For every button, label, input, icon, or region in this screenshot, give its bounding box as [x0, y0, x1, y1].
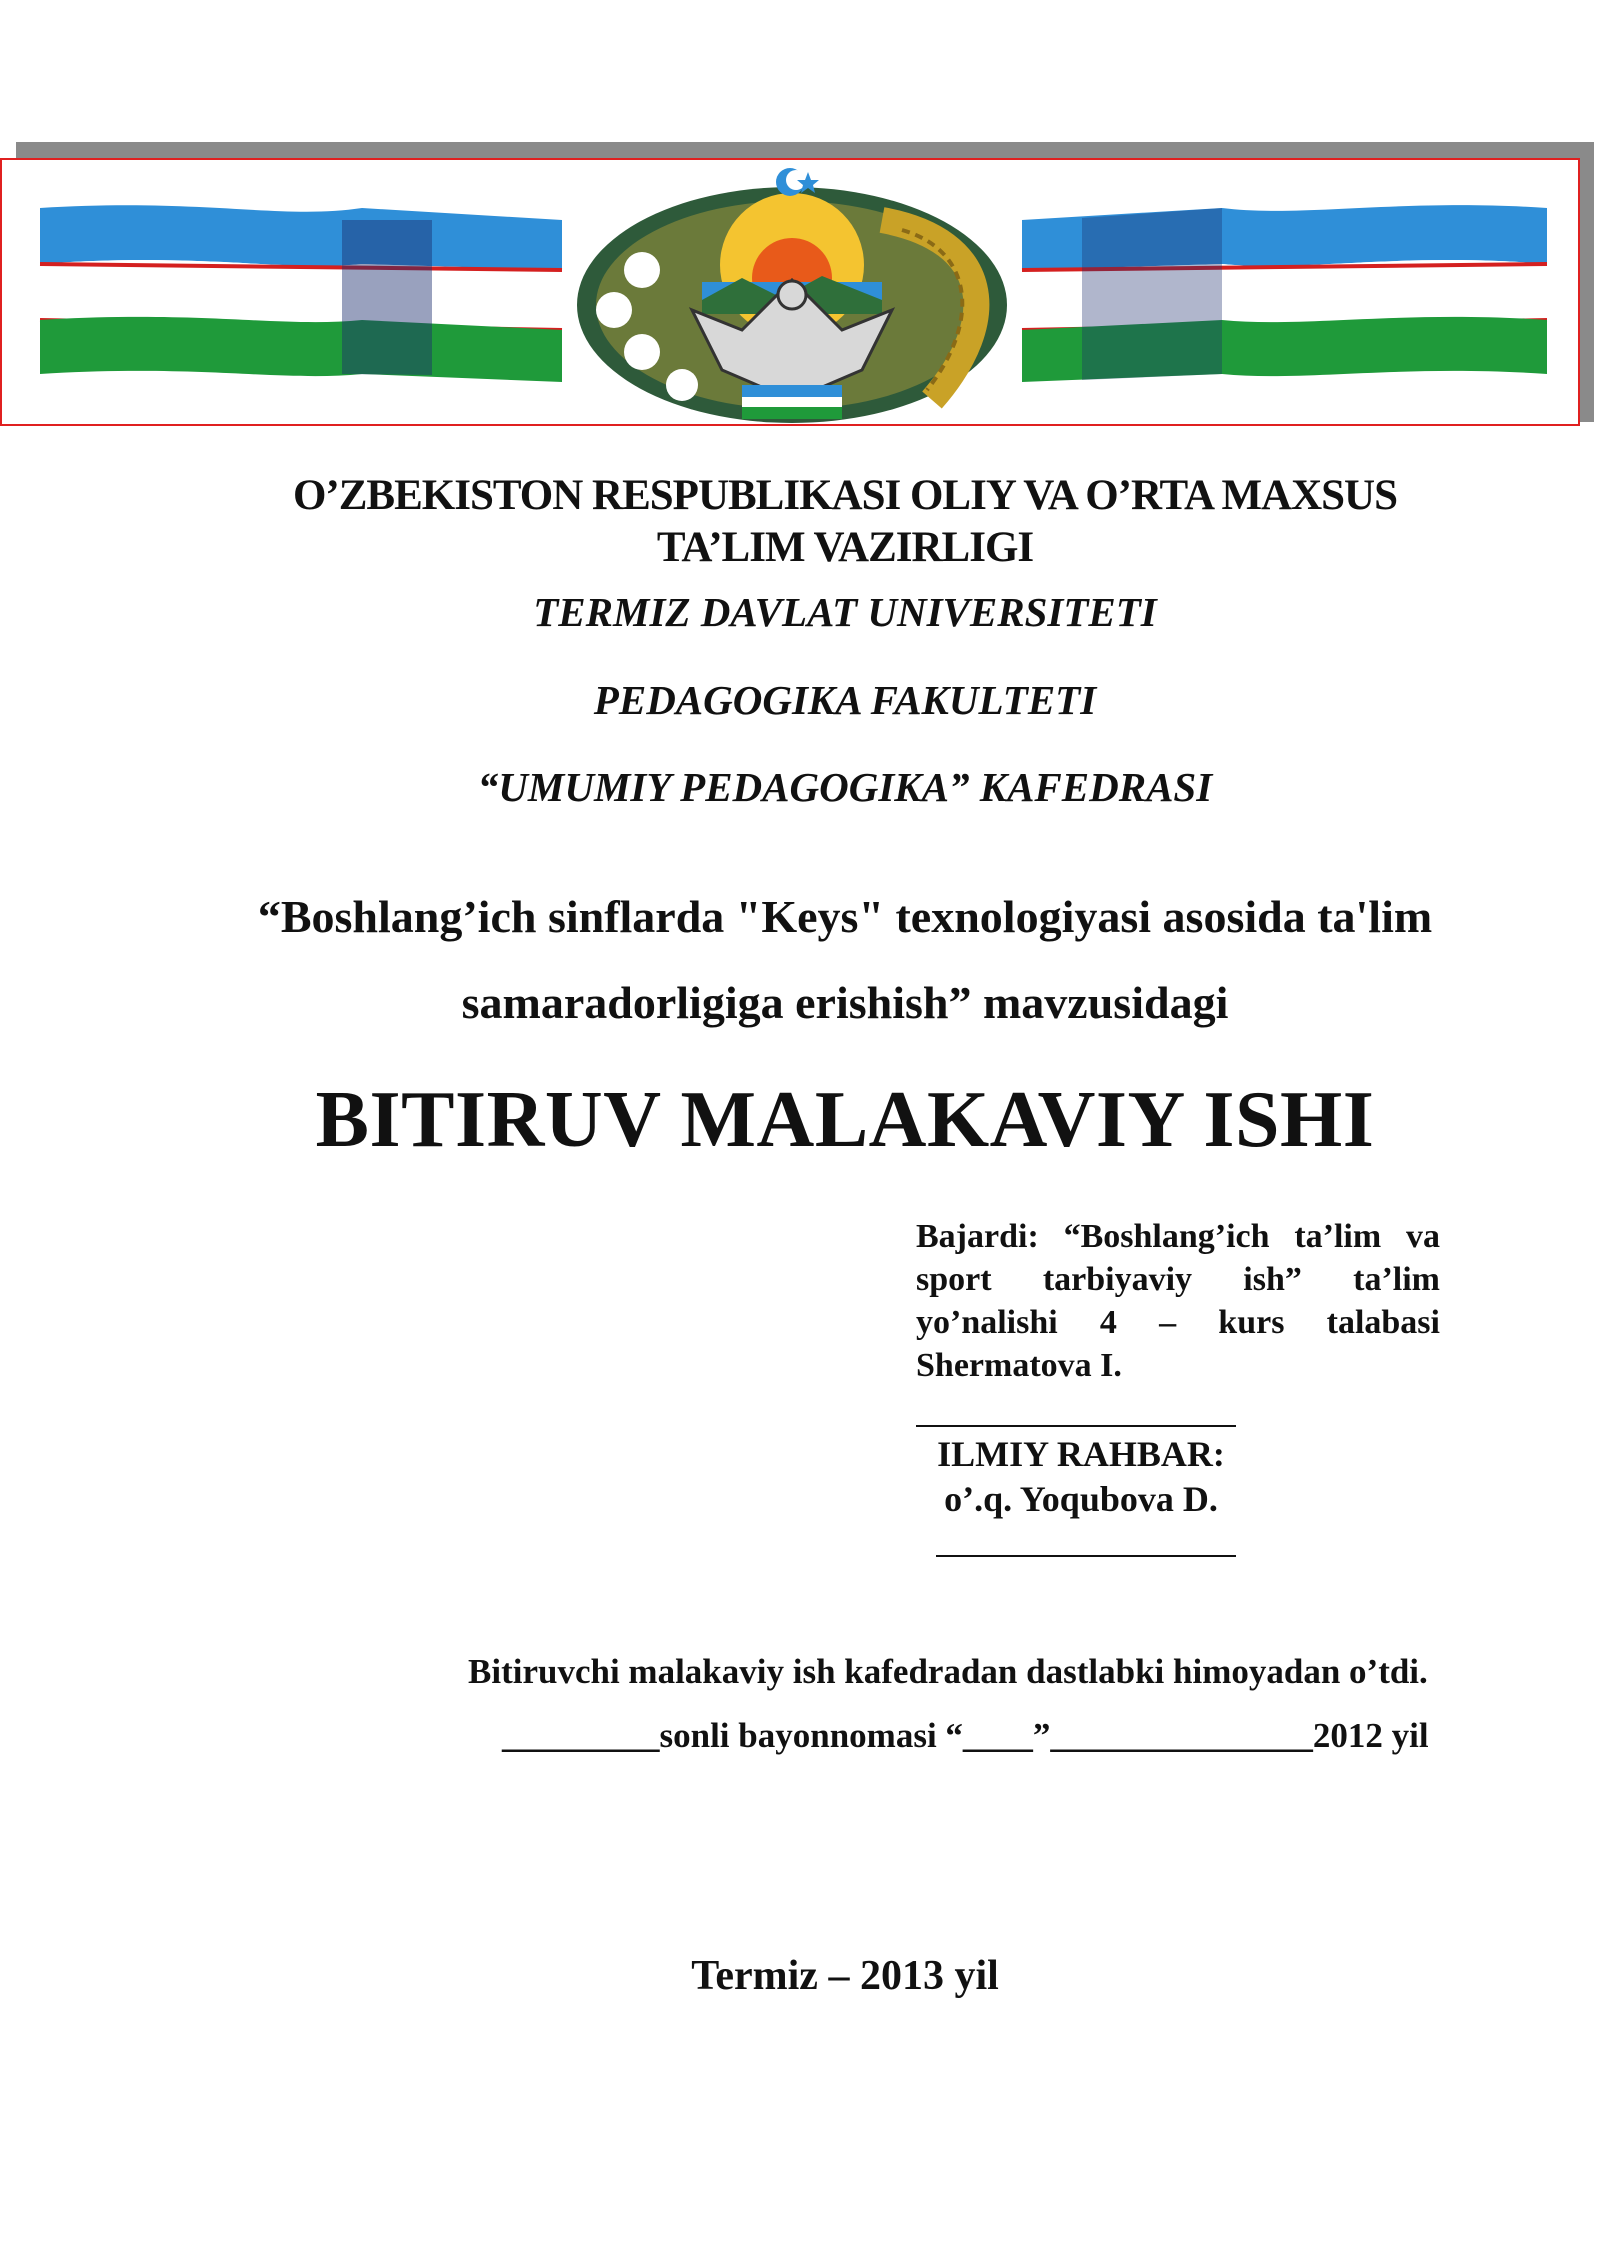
- supervisor-signature-line: [936, 1555, 1236, 1557]
- supervisor-label: ILMIY RAHBAR:: [937, 1434, 1225, 1474]
- supervisor-name: o’.q. Yoqubova D.: [944, 1479, 1218, 1519]
- ministry-heading: [0, 470, 1600, 574]
- ministry-line-1: O’ZBEKISTON RESPUBLIKASI OLIY VA O’RTA MAXSUS: [292, 472, 1398, 519]
- defense-statement: Bitiruvchi malakaviy ish kafedradan dastlabki himoyadan o’tdi.: [468, 1652, 1428, 1691]
- topic-line-2: samaradorligiga erishish” mavzusidagi: [461, 977, 1229, 1028]
- faculty-name: PEDAGOGIKA FAKULTETI: [593, 677, 1097, 723]
- university-name: TERMIZ DAVLAT UNIVERSITETI: [533, 589, 1157, 635]
- protocol-line: _________sonli bayonnomasi “____”_______________2012 yil: [502, 1716, 1429, 1755]
- flag-banner: [0, 158, 1580, 426]
- department-name: “UMUMIY PEDAGOGIKA” KAFEDRASI: [477, 764, 1213, 810]
- uzbekistan-flag-emblem-icon: [2, 160, 1580, 426]
- place-and-year: Termiz – 2013 yil: [691, 1953, 999, 1999]
- ministry-line-2: TA’LIM VAZIRLIGI: [656, 524, 1034, 571]
- work-title: BITIRUV MALAKAVIY ISHI: [315, 1076, 1375, 1164]
- author-block: Bajardi: “Boshlang’ich ta’lim va sport tarbiyaviy ish” ta’lim yo’nalishi 4 – kurs talabasi Shermatova I.: [916, 1218, 1440, 1384]
- author-signature-line: [916, 1425, 1236, 1427]
- topic-line-1: “Boshlang’ich sinflarda "Keys" texnologiyasi asosida ta'lim: [257, 891, 1433, 942]
